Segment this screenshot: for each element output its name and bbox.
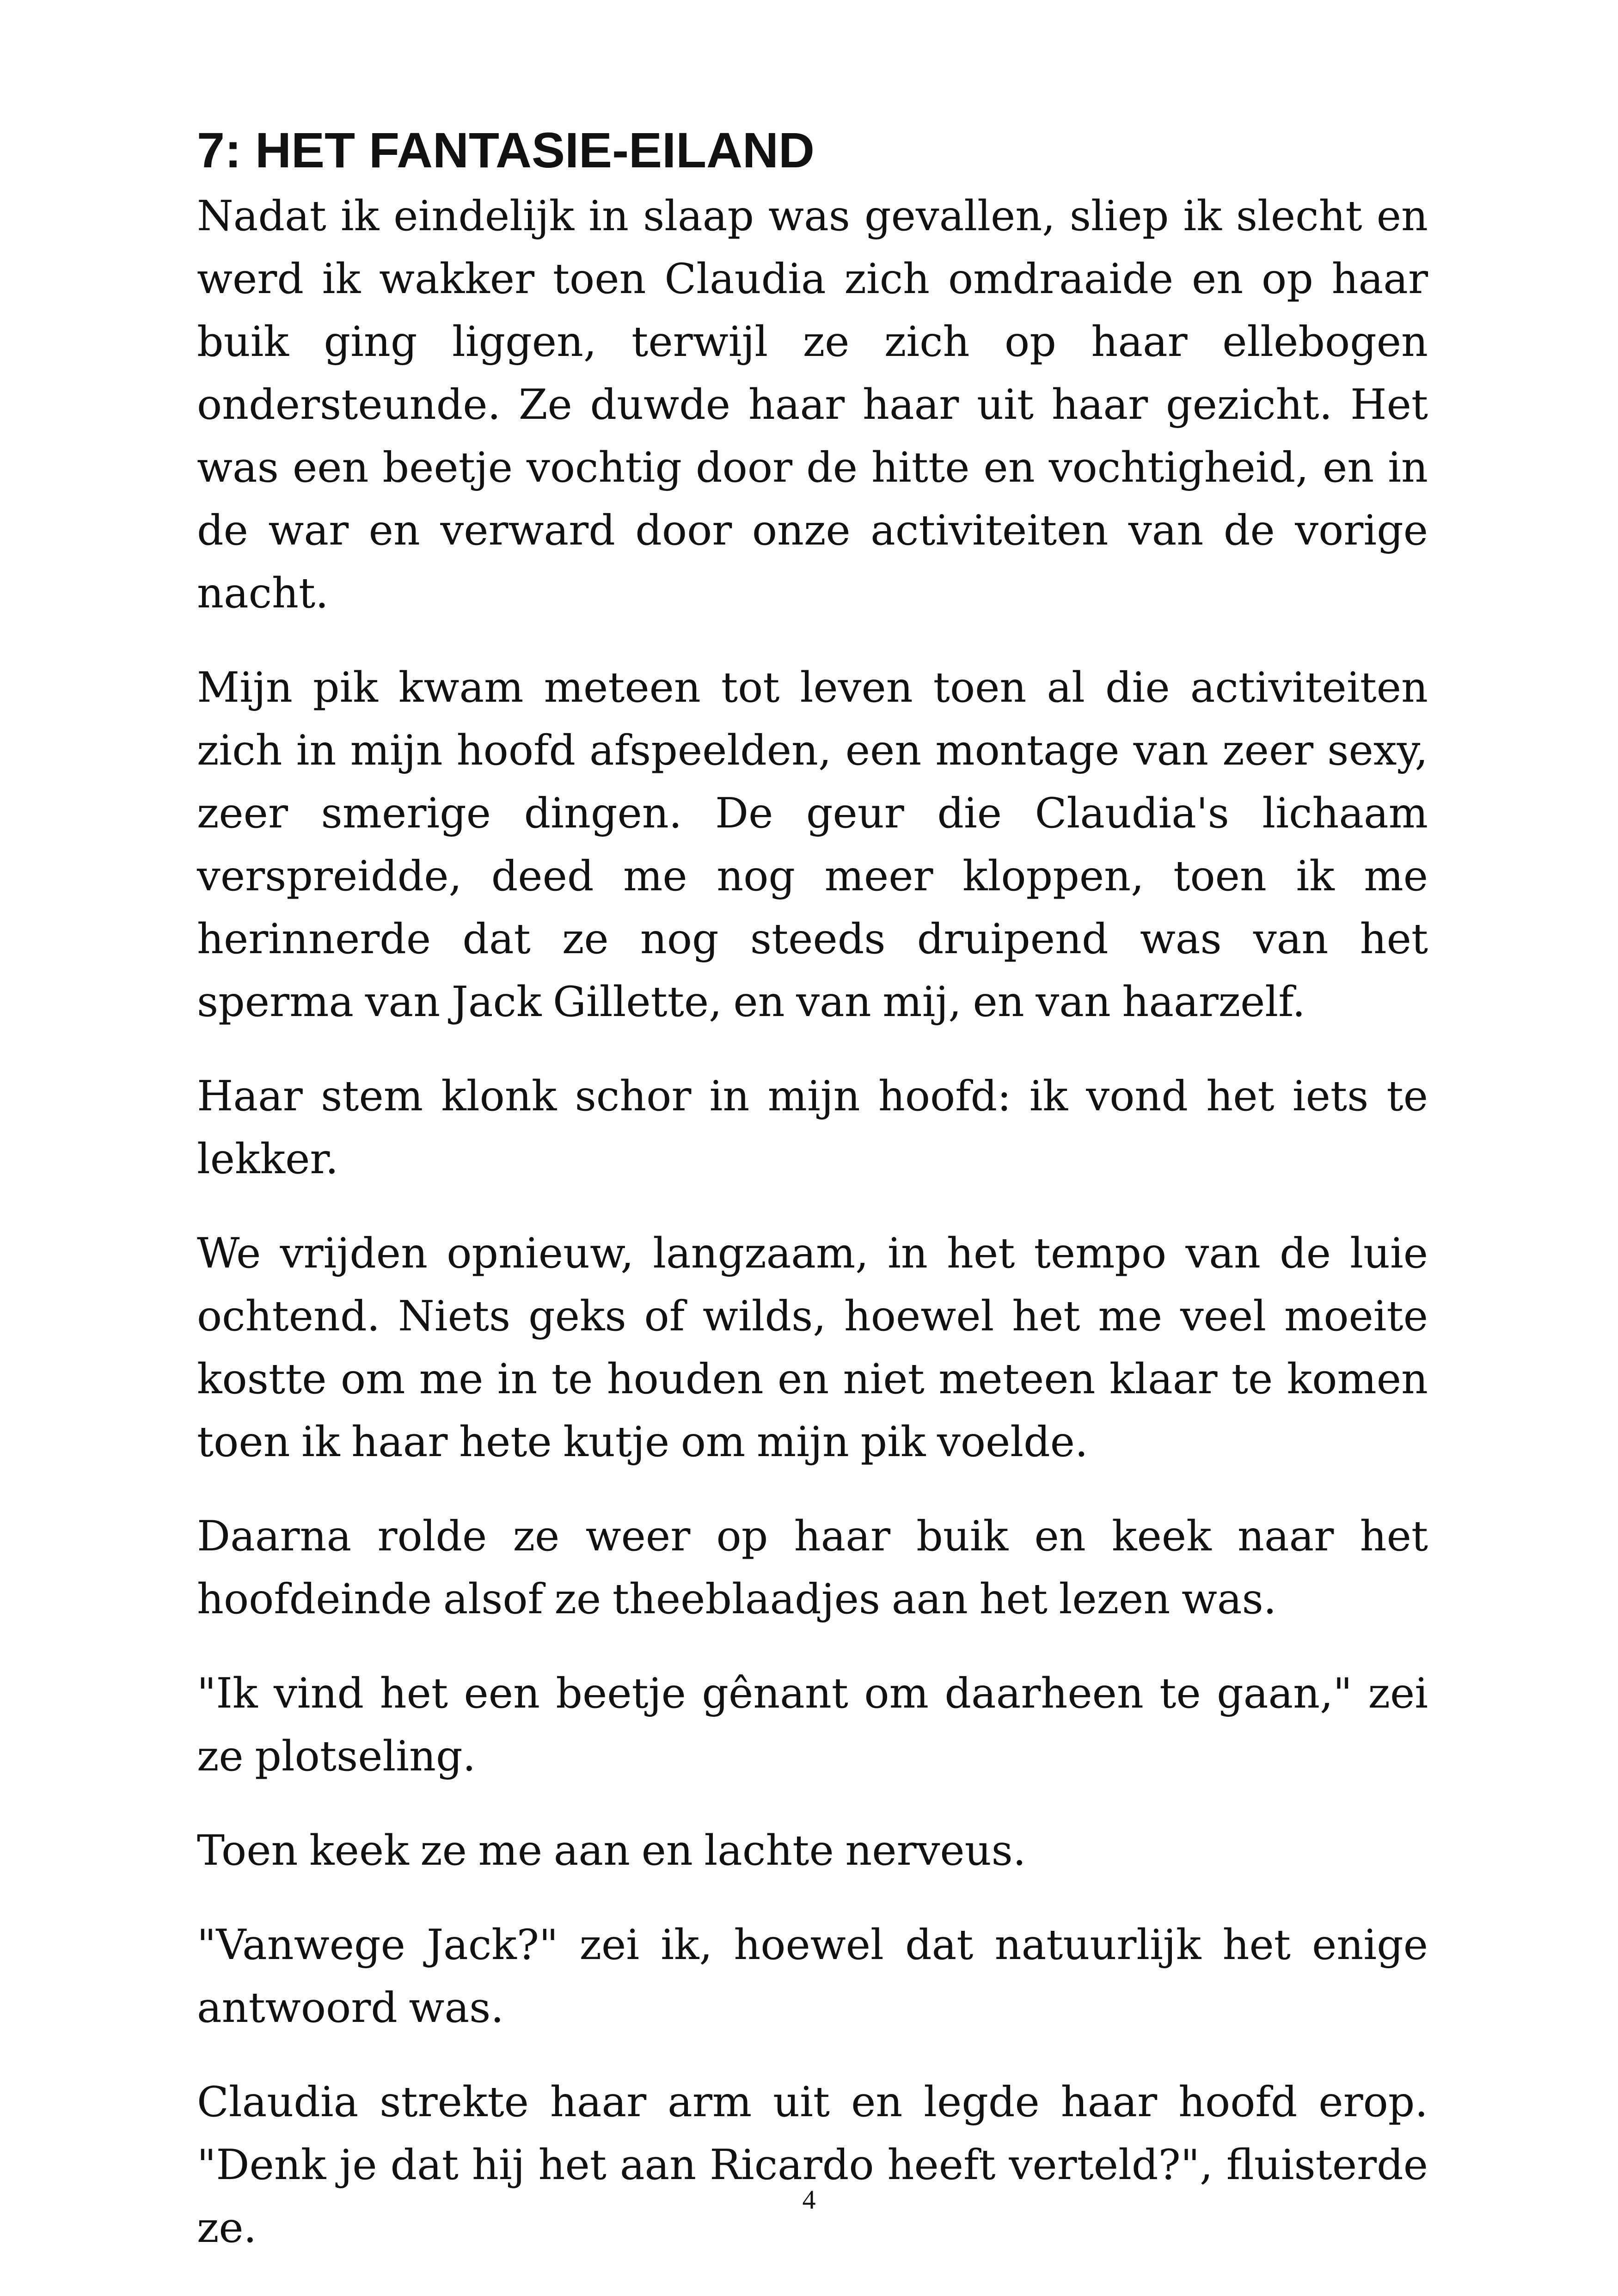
paragraph-4: We vrijden opnieuw, langzaam, in het tempo van de luie ochtend. Niets geks of wilds, hoewel het me veel moeite kostte om me in te houden en niet meteen klaar te komen toen ik haar hete kutje om mijn pik voelde. (197, 1229, 1428, 1466)
page-number: 4 (802, 2185, 816, 2215)
paragraph-1: Nadat ik eindelijk in slaap was gevallen, sliep ik slecht en werd ik wakker toen Claudia zich omdraaide en op haar buik ging liggen, terwijl ze zich op haar ellebogen ondersteunde. Ze duwde haar haar uit haar gezicht. Het was een beetje vochtig door de hitte en vochtigheid, en in de war en verward door onze activiteiten van de vorige nacht. (197, 192, 1428, 618)
paragraph-3: Haar stem klonk schor in mijn hoofd: ik vond het iets te lekker. (197, 1072, 1428, 1183)
paragraph-2: Mijn pik kwam meteen tot leven toen al die activiteiten zich in mijn hoofd afspeelden, een montage van zeer sexy, zeer smerige dingen. De geur die Claudia's lichaam verspreidde, deed me nog meer kloppen, toen ik me herinnerde dat ze nog steeds druipend was van het sperma van Jack Gillette, en van mij, en van haarzelf. (197, 663, 1428, 1026)
paragraph-8: "Vanwege Jack?" zei ik, hoewel dat natuurlijk het enige antwoord was. (197, 1921, 1428, 2032)
paragraph-5: Daarna rolde ze weer op haar buik en keek naar het hoofdeinde alsof ze theeblaadjes aan het lezen was. (197, 1512, 1428, 1623)
page-content (197, 116, 1428, 2291)
chapter-title: 7: HET FANTASIE-EILAND (197, 122, 815, 178)
paragraph-6: "Ik vind het een beetje gênant om daarheen te gaan," zei ze plotseling. (197, 1669, 1428, 1781)
paragraph-7: Toen keek ze me aan en lachte nerveus. (197, 1826, 1026, 1875)
paragraph-9: Claudia strekte haar arm uit en legde haar hoofd erop. "Denk je dat hij het aan Ricardo heeft verteld?", fluisterde ze. (197, 2078, 1428, 2252)
